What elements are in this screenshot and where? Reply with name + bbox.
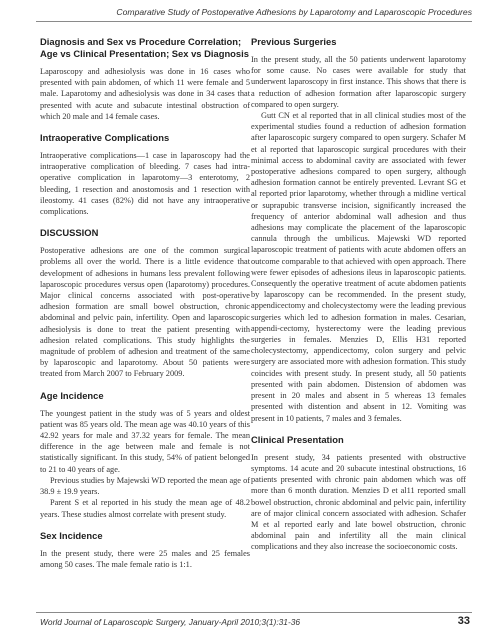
section-heading-intraoperative-complications: Intraoperative Complications <box>40 132 170 144</box>
section-heading-previous-surgeries: Previous Surgeries <box>251 36 337 47</box>
page-number: 33 <box>457 615 470 627</box>
left-column <box>40 36 250 570</box>
paragraph-age-incidence: The youngest patient in the study was of 5 years and oldest patient was 85 years old. The mean age was 40.10 years of this 42.92 years for male and 37.32 years for female. The mean difference in the age between male and female is not statistically significant. In this study, 54% of patient belonged to 21 to 40 years of age. <box>40 408 250 474</box>
paragraph-majewski-age: Previous studies by Majewski WD reported the mean age of 38.9 ± 19.9 years. <box>40 475 250 497</box>
section-heading-clinical-presentation: Clinical Presentation <box>251 433 344 445</box>
paragraph-parent-age: Parent S et al reported in his study the mean age of 48.2 years. These studies almost correlate with present study. <box>40 498 250 519</box>
paragraph-clinical-presentation: In present study, 34 patients presented with obstructive symptoms. 14 acute and 20 subacute intestinal obstructions, 16 patients presented with chronic pain abdomen which was off more than 6 month duration. Menzies D et al11 reported small bowel obstruction, chronic abdominal and pelvic pain, infertility are of major clinical concern associated with adhesion. Schafer M et al reported early and late bowel obstruction, chronic abdominal pain and infertility all the main clinical complications and they also increase the socioeconomic costs. <box>251 452 466 552</box>
footer-divider <box>36 612 472 613</box>
paragraph-sex-incidence: In the present study, there were 25 males and 25 females among 50 cases. The male female ratio is 1:1. <box>40 548 250 569</box>
right-column <box>251 36 466 553</box>
paragraph-discussion: Postoperative adhesions are one of the common surgical problems all over the world. There is a little evidence that development of adhesions in humans less prevalent following laparoscopic procedures versus open (laparotomy) procedures. Major clinical concerns associated with post-operative adhesion formation are small bowel obstruction, chronic abdominal and pelvic pain, infertility. Open and laparoscopic adhesiolysis is done to treat the patient presenting with adhesion related complications. This study highlights the magnitude of problem of adhesion and treatment of the same by laparoscopic and laparotomy. About 50 patients were treated from March 2007 to February 2009. <box>40 246 250 379</box>
running-header: Comparative Study of Postoperative Adhesions by Laparotomy and Laparoscopic Procedures <box>116 7 472 17</box>
paragraph-literature-review: Gutt CN et al reported that in all clinical studies most of the experimental studies found a reduction of adhesion formation after laparoscopic surgery compared to open surgery. Schafer M et al reported that laparoscopic surgical procedures with their minimal access to abdominal cavity are associated with fewer postoperative adhesions compared to open surgery, although adhesion formation cannot be entirely prevented. Levrant SG et al reported prior laparotomy, whether through a midline vertical or suprapubic transverse incision, significantly increased the frequency of anterior abdominal wall adhesion and thus adhesions may complicate the placement of the laparoscopic cannula through the umbilicus. Majewski WD reported laparoscopic treatment of patients with acute abdomen offers an outcome comparable to that achieved with open approach. There were fewer episodes of adhesions ileus in laparoscopic patients. Consequently the operative treatment of acute abdomen patients by laparoscopy can be recommended. In the present study, appendicectomy and cholecystectomy were the leading previous surgeries which led to adhesion formation in males. Cesarian, appendi-cectomy, hysterectomy were the leading previous surgeries in females. Menzies D, Ellis H31 reported cholecystectomy, appendicectomy, colon surgery and pelvic surgery are associated more with adhesion formation. This study coincides with present study. In present study, all 50 patients presented with pain abdomen. Distension of abdomen was present in 20 males and absent in 5 whereas 13 females presented with distention and absent in 12. Vomiting was present in 10 patients, 7 males and 3 females. <box>251 111 466 423</box>
section-heading-diagnosis-sex: Diagnosis and Sex vs Procedure Correlation; Age vs Clinical Presentation; Sex vs Diagnosis <box>40 36 249 59</box>
journal-citation: World Journal of Laparoscopic Surgery, January-April 2010;3(1):31-36 <box>40 617 301 627</box>
section-heading-discussion: DISCUSSION <box>40 227 99 239</box>
section-heading-age-incidence: Age Incidence <box>40 389 104 401</box>
section-heading-sex-incidence: Sex Incidence <box>40 529 103 541</box>
paragraph-intraoperative-complications: Intraoperative complications—1 case in laparoscopy had the intraoperative complication of bleeding. 7 cases had intra-operative complication in laparotomy—3 enterotomy, 2 bleeding, 1 resection and anostomosis and 1 resection with ileostomy. 41 cases (82%) did not have any intraoperative complications. <box>40 151 250 217</box>
paragraph-diagnosis-sex: Laparoscopy and adhesiolysis was done in 16 cases who presented with pain abdomen, of which 11 were female and 5 male. Laparotomy and adhesiolysis was done in 34 cases that presented with acute and subacute intestinal obstruction of which 20 male and 14 female cases. <box>40 67 250 121</box>
header-divider <box>36 21 472 22</box>
paragraph-previous-surgeries: In the present study, all the 50 patients underwent laparotomy for some cause. No cases were available for study that underwent laparoscopy in first instance. This shows that there is a reduction of adhesion formation after laparoscopic surgery compared to open surgery. <box>251 55 466 109</box>
